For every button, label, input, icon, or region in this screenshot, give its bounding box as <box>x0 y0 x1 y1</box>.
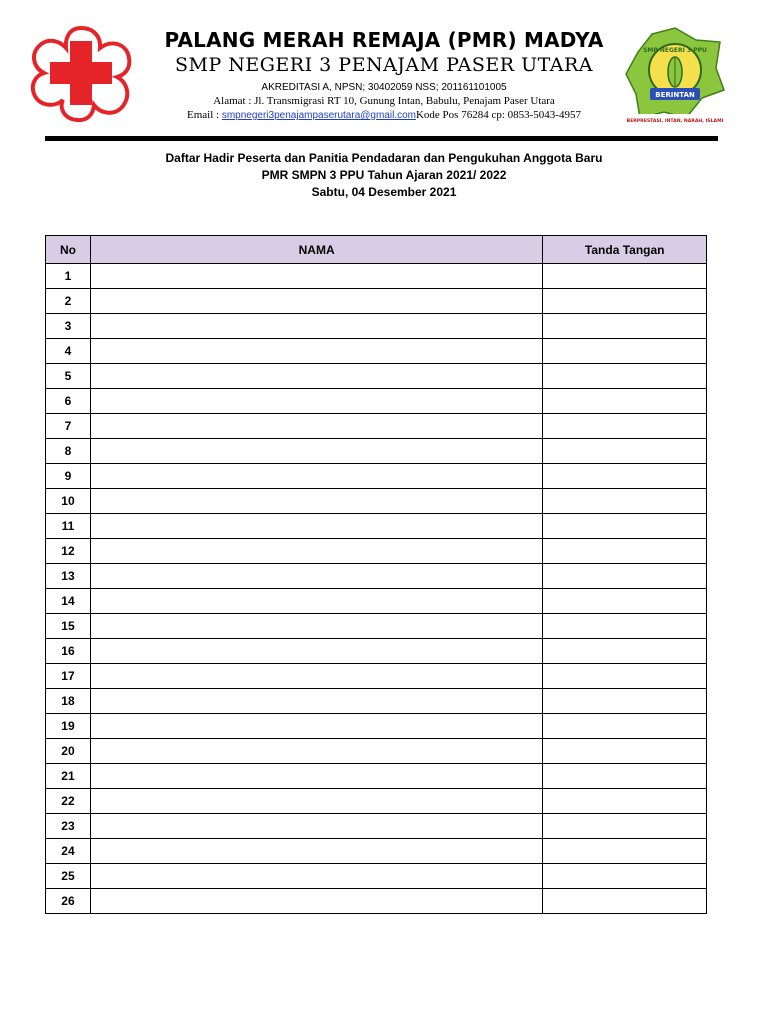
accreditation-line: AKREDITASI A, NPSN; 30402059 NSS; 201161101005 <box>261 82 507 93</box>
row-number: 15 <box>46 614 91 639</box>
signature-cell[interactable] <box>543 314 707 339</box>
signature-cell[interactable] <box>543 564 707 589</box>
name-cell[interactable] <box>90 814 543 839</box>
signature-cell[interactable] <box>543 264 707 289</box>
signature-cell[interactable] <box>543 489 707 514</box>
name-cell[interactable] <box>90 839 543 864</box>
table-row <box>46 664 707 689</box>
document-heading <box>0 150 768 201</box>
signature-cell[interactable] <box>543 764 707 789</box>
signature-cell[interactable] <box>543 664 707 689</box>
row-number: 12 <box>46 539 91 564</box>
name-cell[interactable] <box>90 514 543 539</box>
name-cell[interactable] <box>90 639 543 664</box>
table-row <box>46 464 707 489</box>
name-cell[interactable] <box>90 614 543 639</box>
heading-line-1: Daftar Hadir Peserta dan Panitia Pendadaran dan Pengukuhan Anggota Baru <box>165 151 603 165</box>
attendance-table <box>45 235 707 914</box>
table-row <box>46 539 707 564</box>
row-number: 17 <box>46 664 91 689</box>
table-row <box>46 614 707 639</box>
row-number: 14 <box>46 589 91 614</box>
table-row <box>46 289 707 314</box>
name-cell[interactable] <box>90 789 543 814</box>
table-row <box>46 314 707 339</box>
table-row <box>46 889 707 914</box>
table-row <box>46 439 707 464</box>
row-number: 13 <box>46 564 91 589</box>
table-row <box>46 564 707 589</box>
table-row <box>46 364 707 389</box>
name-cell[interactable] <box>90 264 543 289</box>
name-cell[interactable] <box>90 564 543 589</box>
row-number: 16 <box>46 639 91 664</box>
signature-cell[interactable] <box>543 689 707 714</box>
name-cell[interactable] <box>90 439 543 464</box>
header-divider <box>45 136 718 141</box>
signature-cell[interactable] <box>543 714 707 739</box>
postal-info: Kode Pos 76284 cp: 0853-5043-4957 <box>415 109 581 121</box>
row-number: 6 <box>46 389 91 414</box>
column-header-no: No <box>46 236 91 264</box>
signature-cell[interactable] <box>543 389 707 414</box>
table-row <box>46 714 707 739</box>
table-header-row <box>46 236 707 264</box>
row-number: 1 <box>46 264 91 289</box>
table-row <box>46 389 707 414</box>
signature-cell[interactable] <box>543 464 707 489</box>
email-label: Email : <box>187 109 222 121</box>
row-number: 11 <box>46 514 91 539</box>
name-cell[interactable] <box>90 864 543 889</box>
signature-cell[interactable] <box>543 539 707 564</box>
table-row <box>46 814 707 839</box>
name-cell[interactable] <box>90 589 543 614</box>
row-number: 4 <box>46 339 91 364</box>
name-cell[interactable] <box>90 739 543 764</box>
signature-cell[interactable] <box>543 889 707 914</box>
name-cell[interactable] <box>90 364 543 389</box>
row-number: 7 <box>46 414 91 439</box>
table-row <box>46 639 707 664</box>
row-number: 3 <box>46 314 91 339</box>
name-cell[interactable] <box>90 339 543 364</box>
row-number: 8 <box>46 439 91 464</box>
table-row <box>46 489 707 514</box>
table-row <box>46 514 707 539</box>
row-number: 2 <box>46 289 91 314</box>
row-number: 21 <box>46 764 91 789</box>
signature-cell[interactable] <box>543 789 707 814</box>
name-cell[interactable] <box>90 314 543 339</box>
signature-cell[interactable] <box>543 839 707 864</box>
emblem-motto-text: BERPRESTASI, INTAN, NARAH, ISLAMI <box>626 119 724 124</box>
emblem-top-text: SMP NEGERI 3 PPU <box>643 47 707 54</box>
name-cell[interactable] <box>90 289 543 314</box>
row-number: 24 <box>46 839 91 864</box>
name-cell[interactable] <box>90 764 543 789</box>
column-header-nama: NAMA <box>90 236 543 264</box>
table-row <box>46 339 707 364</box>
table-row <box>46 264 707 289</box>
table-row <box>46 589 707 614</box>
name-cell[interactable] <box>90 889 543 914</box>
row-number: 10 <box>46 489 91 514</box>
row-number: 19 <box>46 714 91 739</box>
row-number: 23 <box>46 814 91 839</box>
name-cell[interactable] <box>90 689 543 714</box>
table-row <box>46 414 707 439</box>
row-number: 22 <box>46 789 91 814</box>
signature-cell[interactable] <box>543 614 707 639</box>
signature-cell[interactable] <box>543 364 707 389</box>
email-link[interactable]: smpnegeri3penajampaserutara@gmail.com <box>221 110 416 121</box>
attendance-table-body <box>46 264 707 914</box>
signature-cell[interactable] <box>543 739 707 764</box>
row-number: 26 <box>46 889 91 914</box>
signature-cell[interactable] <box>543 289 707 314</box>
signature-cell[interactable] <box>543 439 707 464</box>
signature-cell[interactable] <box>543 814 707 839</box>
row-number: 18 <box>46 689 91 714</box>
name-cell[interactable] <box>90 714 543 739</box>
name-cell[interactable] <box>90 489 543 514</box>
name-cell[interactable] <box>90 664 543 689</box>
emblem-banner-text: BERINTAN <box>655 91 695 99</box>
heading-line-2: PMR SMPN 3 PPU Tahun Ajaran 2021/ 2022 <box>261 168 507 182</box>
name-cell[interactable] <box>90 414 543 439</box>
name-cell[interactable] <box>90 389 543 414</box>
table-row <box>46 789 707 814</box>
row-number: 25 <box>46 864 91 889</box>
name-cell[interactable] <box>90 464 543 489</box>
table-row <box>46 739 707 764</box>
signature-cell[interactable] <box>543 414 707 439</box>
org-title: PALANG MERAH REMAJA (PMR) MADYA <box>164 28 604 52</box>
signature-cell[interactable] <box>543 514 707 539</box>
row-number: 9 <box>46 464 91 489</box>
table-row <box>46 689 707 714</box>
address-line: Alamat : Jl. Transmigrasi RT 10, Gunung Intan, Babulu, Penajam Paser Utara <box>213 95 555 107</box>
signature-cell[interactable] <box>543 639 707 664</box>
table-row <box>46 764 707 789</box>
table-row <box>46 864 707 889</box>
school-name: SMP NEGERI 3 PENAJAM PASER UTARA <box>174 54 594 76</box>
table-row <box>46 839 707 864</box>
signature-cell[interactable] <box>543 589 707 614</box>
row-number: 20 <box>46 739 91 764</box>
name-cell[interactable] <box>90 539 543 564</box>
signature-cell[interactable] <box>543 864 707 889</box>
signature-cell[interactable] <box>543 339 707 364</box>
column-header-tanda-tangan: Tanda Tangan <box>543 236 707 264</box>
school-emblem-logo <box>624 26 726 130</box>
row-number: 5 <box>46 364 91 389</box>
heading-line-3: Sabtu, 04 Desember 2021 <box>311 185 457 199</box>
